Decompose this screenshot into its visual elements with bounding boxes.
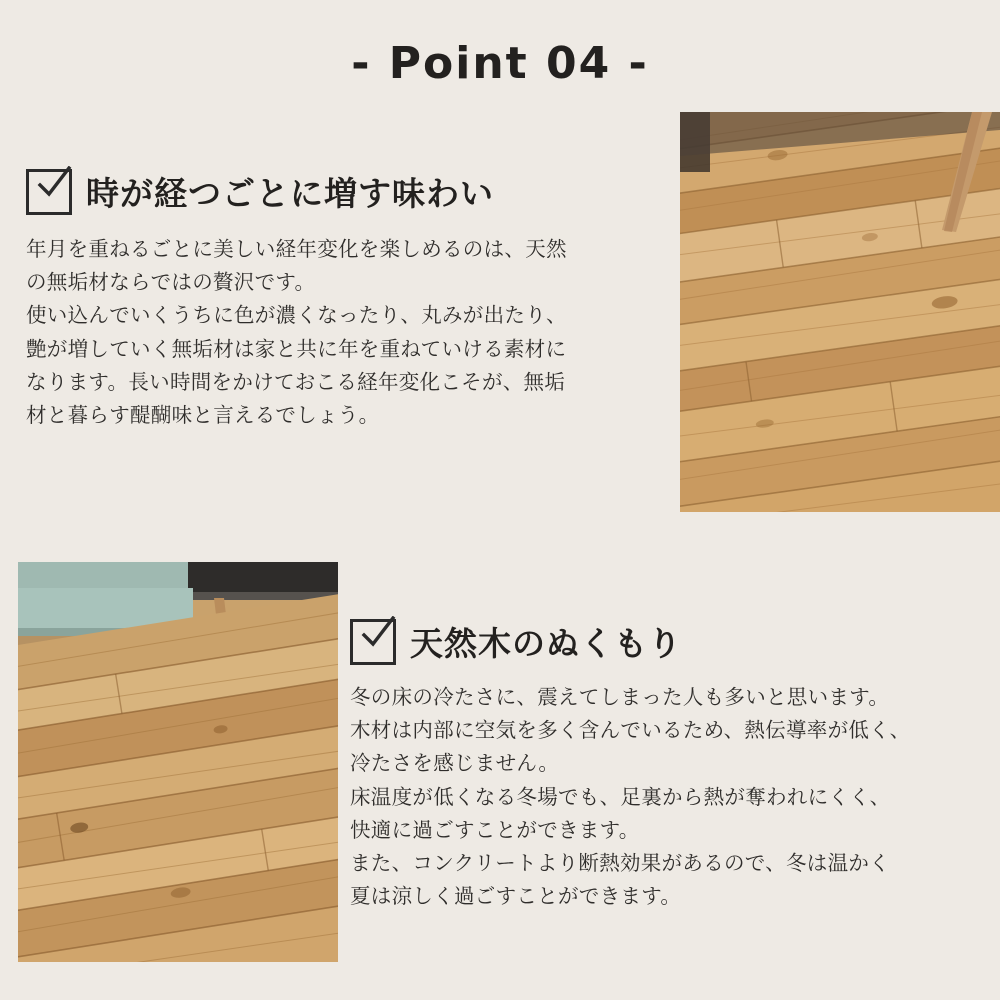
section-one-heading-row <box>26 168 666 215</box>
section-two-heading-row <box>350 618 980 665</box>
section-one-title: 時が経つごとに増す味わい <box>86 175 494 212</box>
section-one-body <box>26 233 666 432</box>
photo-bottom-graphic <box>18 562 338 962</box>
section-one-line-2: の無垢材ならではの贅沢です。 <box>26 271 316 295</box>
section-natural-warmth <box>350 618 980 913</box>
check-mark-icon <box>36 166 72 202</box>
section-two-line-1: 冬の床の冷たさに、震えてしまった人も多いと思います。 <box>350 686 890 709</box>
page-title: - Point 04 - <box>351 38 649 89</box>
section-aging-beauty <box>26 168 666 432</box>
section-one-line-1: 年月を重ねるごとに美しい経年変化を楽しめるのは、天然 <box>26 238 567 261</box>
photo-top-graphic <box>680 112 1000 512</box>
section-two-line-4: 床温度が低くなる冬場でも、足裏から熱が奪われにくく、 <box>350 785 891 809</box>
section-two-line-5: 快適に過ごすことができます。 <box>350 818 640 842</box>
section-two-line-6: また、コンクリートより断熱効果があるので、冬は温かく <box>350 852 890 876</box>
oak-flooring-closeup-photo <box>680 112 1000 512</box>
section-one-line-4: 艶が増していく無垢材は家と共に年を重ねていける素材に <box>26 337 567 361</box>
section-two-line-7: 夏は涼しく過ごすことができます。 <box>350 885 682 909</box>
section-two-line-2: 木材は内部に空気を多く含んでいるため、熱伝導率が低く、 <box>350 719 911 743</box>
checkbox-check-icon <box>26 169 72 215</box>
oak-flooring-room-photo <box>18 562 338 962</box>
checkbox-check-icon <box>350 619 396 665</box>
check-mark-icon <box>360 616 396 652</box>
section-one-line-3: 使い込んでいくうちに色が濃くなったり、丸みが出たり、 <box>26 304 567 328</box>
section-two-line-3: 冷たさを感じません。 <box>350 752 560 776</box>
section-two-title: 天然木のぬくもり <box>410 625 682 662</box>
section-one-line-5: なります。長い時間をかけておこる経年変化こそが、無垢 <box>26 370 566 394</box>
section-two-body <box>350 681 980 913</box>
section-one-line-6: 材と暮らす醍醐味と言えるでしょう。 <box>26 404 380 428</box>
